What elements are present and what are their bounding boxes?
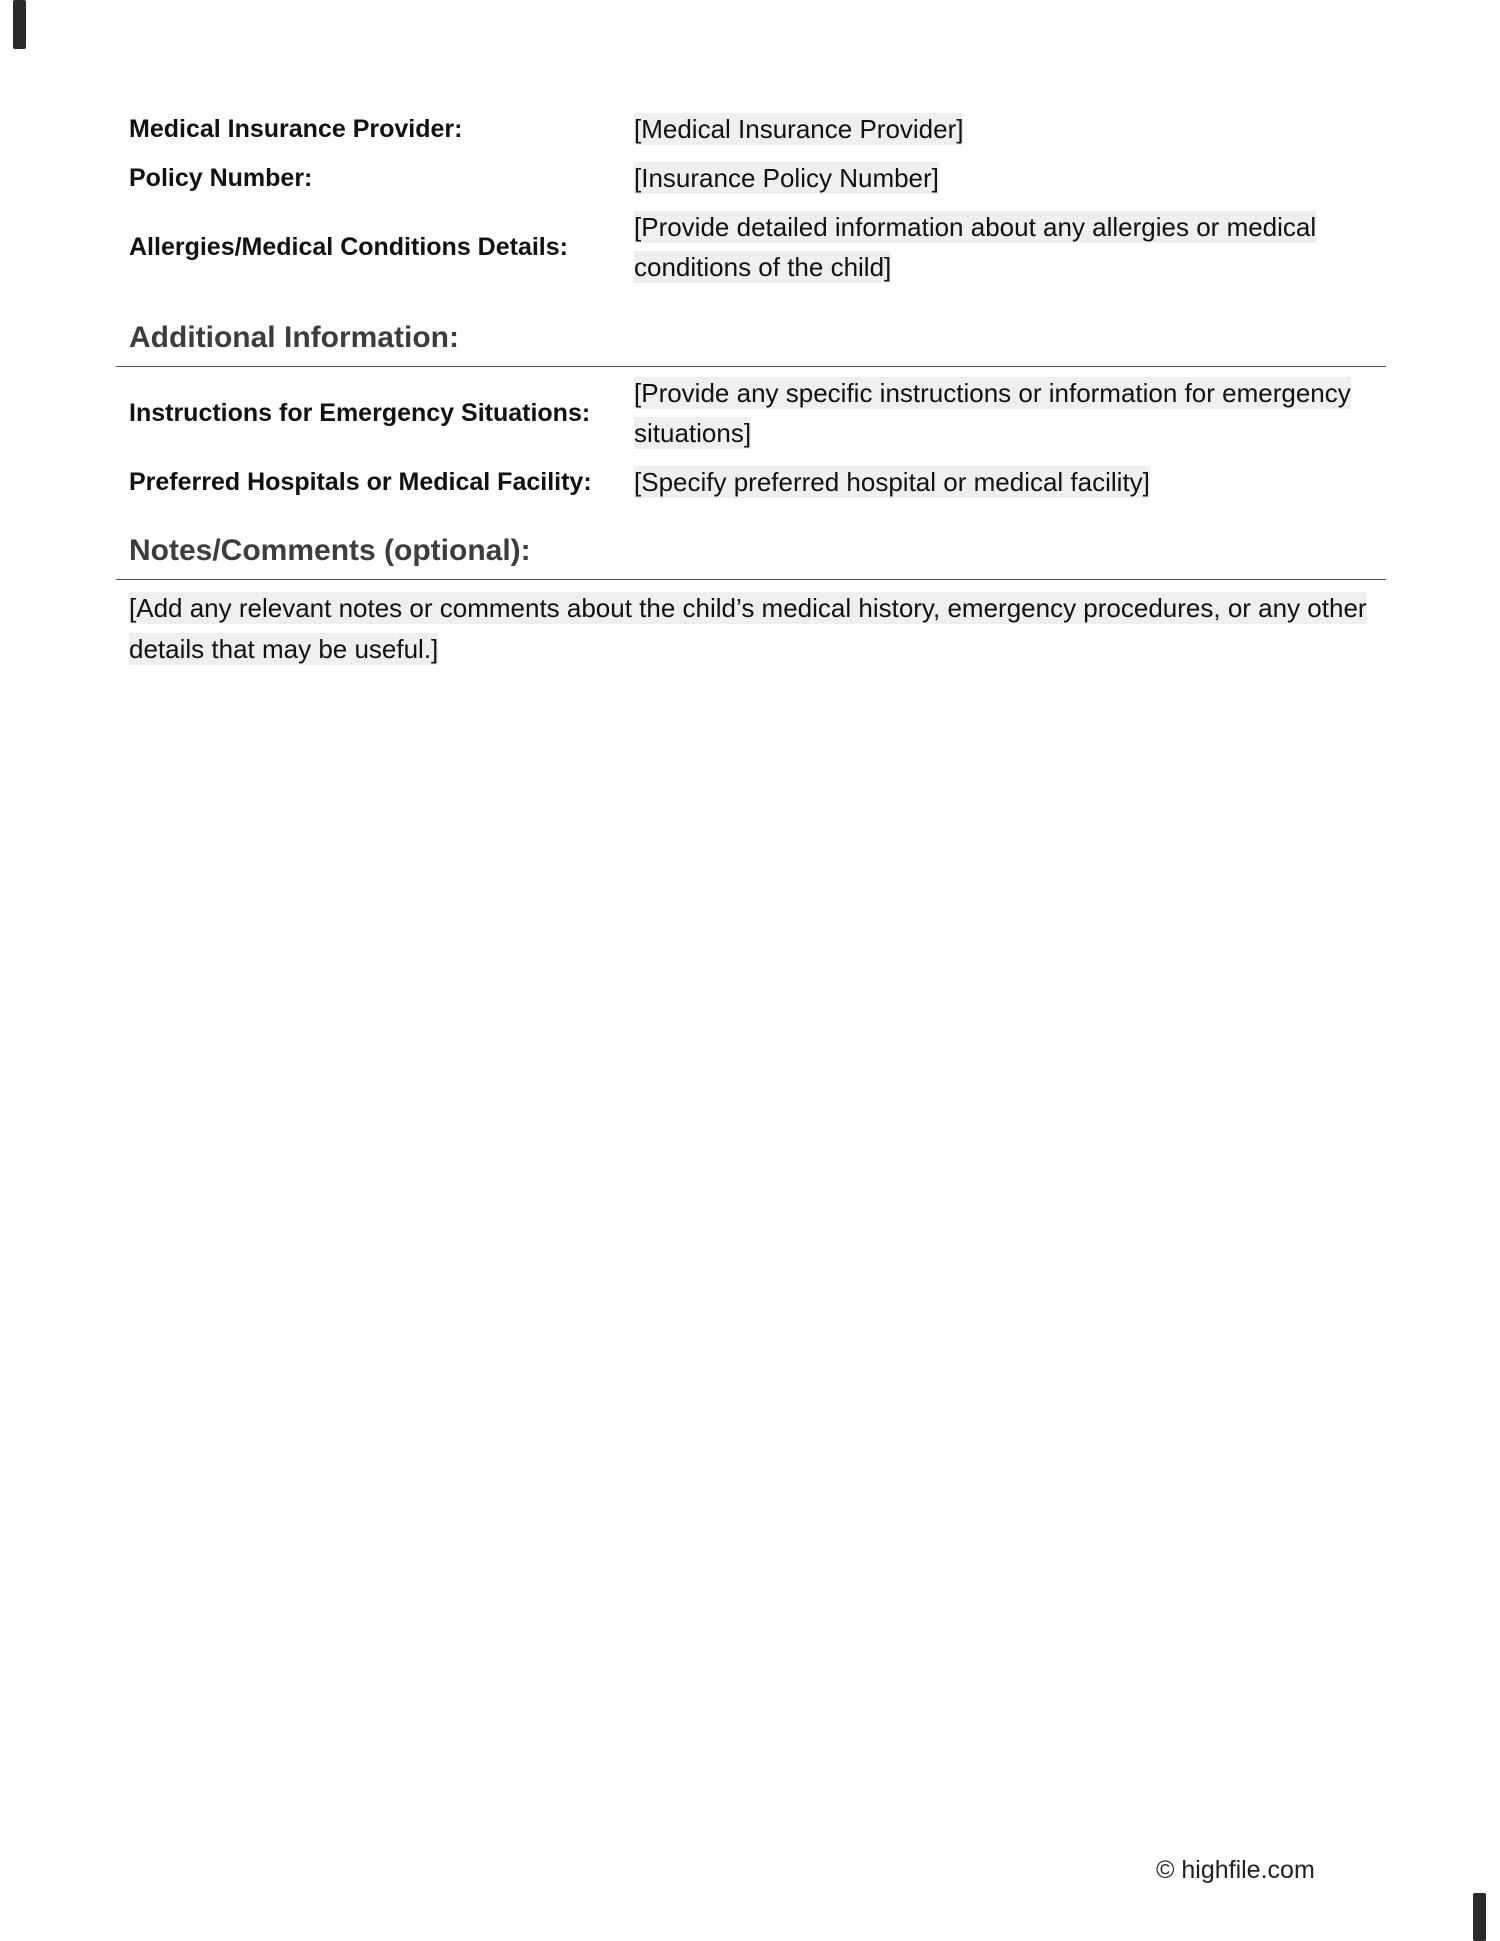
emergency-instructions-field[interactable] <box>634 373 1364 453</box>
preferred-hospital-row <box>116 457 1386 507</box>
notes-field[interactable] <box>116 580 1379 670</box>
preferred-hospital-field[interactable] <box>634 462 1364 502</box>
insurance-provider-field[interactable] <box>634 109 1364 149</box>
additional-information-heading: Additional Information: <box>116 318 1386 367</box>
emergency-instructions-value[interactable]: [Provide any specific instructions or information for emergency situations] <box>634 378 1351 448</box>
notes-heading: Notes/Comments (optional): <box>116 531 1386 580</box>
crop-mark-bottom-right <box>1473 1893 1486 1941</box>
emergency-instructions-label: Instructions for Emergency Situations: <box>129 399 591 427</box>
policy-number-row <box>116 154 1386 202</box>
policy-number-label: Policy Number: <box>129 164 313 192</box>
allergies-label: Allergies/Medical Conditions Details: <box>129 233 568 261</box>
notes-value[interactable]: [Add any relevant notes or comments about the child’s medical history, emergency procedures, or any other details that may be useful.] <box>129 593 1367 664</box>
allergies-row <box>116 202 1386 292</box>
allergies-value[interactable]: [Provide detailed information about any allergies or medical conditions of the child] <box>634 212 1317 282</box>
allergies-field[interactable] <box>634 207 1364 287</box>
crop-mark-top-left <box>13 0 26 49</box>
preferred-hospital-value[interactable]: [Specify preferred hospital or medical facility] <box>634 467 1150 497</box>
preferred-hospital-label: Preferred Hospitals or Medical Facility: <box>129 468 592 496</box>
insurance-provider-label: Medical Insurance Provider: <box>129 115 463 143</box>
emergency-instructions-row <box>116 367 1386 457</box>
document-body <box>116 104 1386 670</box>
copyright-footer: © highfile.com <box>1156 1856 1315 1884</box>
insurance-provider-value[interactable]: [Medical Insurance Provider] <box>634 114 964 144</box>
insurance-provider-row <box>116 104 1386 154</box>
policy-number-field[interactable] <box>634 158 1364 198</box>
policy-number-value[interactable]: [Insurance Policy Number] <box>634 163 939 193</box>
